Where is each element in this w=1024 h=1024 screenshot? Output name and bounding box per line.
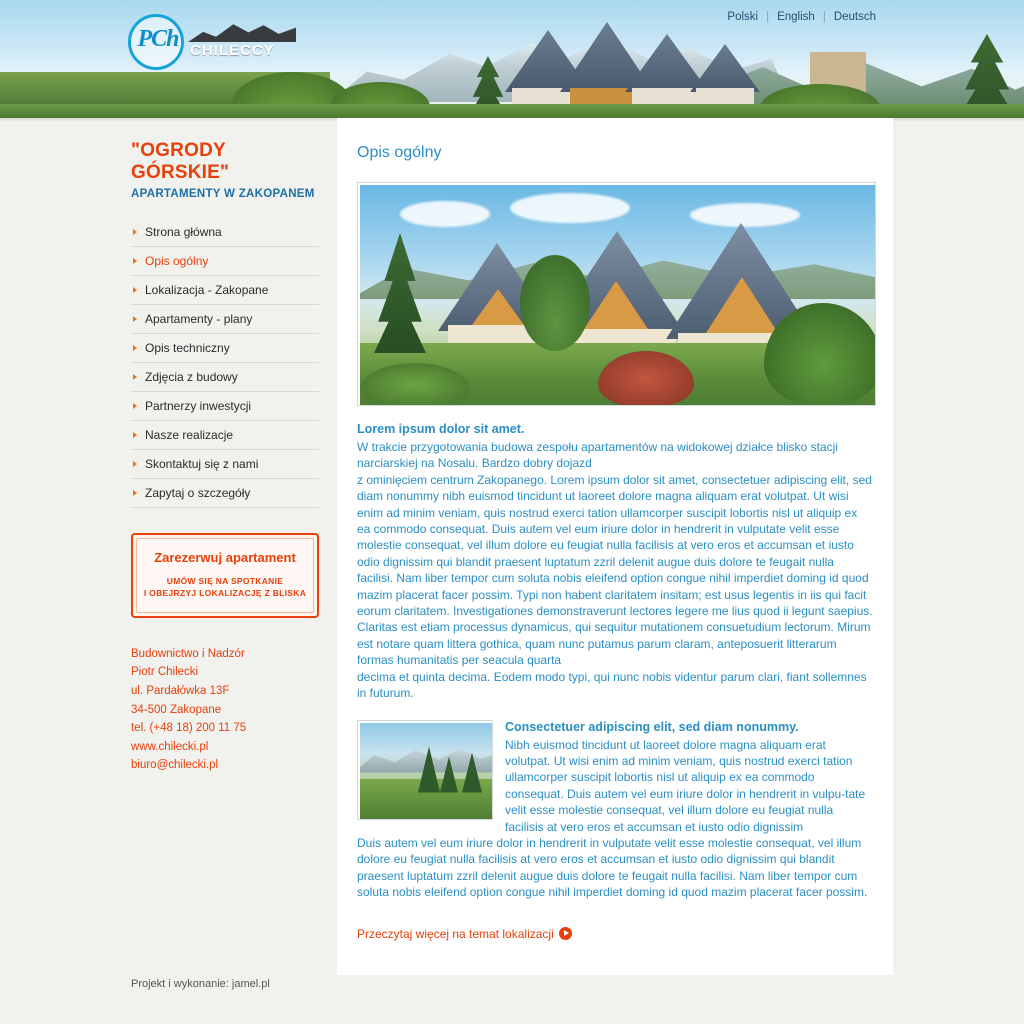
language-link-polski[interactable]: Polski [727, 11, 759, 23]
hero-cloud-1 [400, 201, 490, 227]
sidebar-item-nasze-realizacje[interactable]: Nasze realizacje [131, 421, 319, 449]
main-navigation [131, 218, 319, 508]
article-lead-1: Lorem ipsum dolor sit amet. [357, 422, 525, 436]
nav-item [131, 363, 319, 392]
site-logo[interactable] [128, 10, 328, 72]
article-split-section [357, 720, 873, 835]
article-paragraph-4: Nibh euismod tincidunt ut laoreet dolore magna aliquam erat volutpat. Ut wisi enim ad minim veniam, quis nostrud exerci tation ullamcorper suscipit lobortis nisl ut aliquip ex ea commodo consequat. Duis autem vel eum iriure dolor in hendrerit in vulpu-tate velit esse molestie consequat, vel illum dolore eu feugiat nulla facilisis at vero eros et accumsan et iusto odio dignissim [505, 737, 866, 834]
contact-phone: tel. (+48 18) 200 11 75 [131, 722, 247, 735]
thumbnail-frame[interactable] [357, 720, 493, 820]
arrow-right-icon[interactable] [559, 927, 572, 940]
nav-item [131, 392, 319, 421]
reserve-apartment-banner[interactable] [131, 533, 319, 618]
nav-item [131, 334, 319, 363]
logo-wordmark: CHILECCY [190, 42, 275, 59]
split-text-column [505, 720, 873, 835]
hero-image [360, 185, 875, 405]
sidebar-item-apartamenty-plany[interactable]: Apartamenty - plany [131, 305, 319, 333]
contact-block [131, 645, 321, 775]
contact-person: Piotr Chilecki [131, 666, 199, 679]
sidebar-item-skontaktuj-sie[interactable]: Skontaktuj się z nami [131, 450, 319, 478]
language-separator-1: | [766, 11, 770, 23]
language-link-english[interactable]: English [777, 11, 815, 23]
page-subtitle: APARTAMENTY W ZAKOPANEM [131, 188, 315, 200]
read-more-link[interactable]: Przeczytaj więcej na temat lokalizacji [357, 926, 554, 941]
sidebar-item-zapytaj-o-szczegoly[interactable]: Zapytaj o szczegóły [131, 479, 319, 507]
language-switcher [727, 11, 876, 23]
content-heading: Opis ogólny [357, 144, 442, 161]
article-paragraph-1: W trakcie przygotowania budowa zespołu apartamentów na widokowej działce blisko stacji narciarskiej na Nosalu. Bardzo dobry dojazd [357, 440, 838, 471]
contact-website-link[interactable]: www.chilecki.pl [131, 740, 209, 753]
article-paragraph-2: z ominięciem centrum Zakopanego. Lorem ipsum dolor sit amet, consectetuer adipiscing elit, sed diam nonummy nibh euismod tincidunt ut laoreet dolore magna aliquam erat volutpat. Ut wisi enim ad minim veniam, quis nostrud exerci tation ullamcorper suscipit lobortis nisl ut aliquip ex ea commodo consequat. Duis autem vel eum iriure dolor in hendrerit in vulputate velit esse molestie consequat, vel illum dolore eu feugiat nulla facilisis at vero eros et accumsan et iusto odio dignissim qui blandit praesent luptatum zzril delenit augue duis dolore te feugait nulla facilisi. Nam liber tempor cum soluta nobis eleifend option congue nihil imperdiet doming id quod mazim placerat facer possim. Typi non habent claritatem insitam; est usus legentis in iis qui facit eorum claritatem. Investigationes demonstraverunt lectores legere me lius quod ii legunt saepius. Claritas est etiam processus dynamicus, qui sequitur mutationem consuetudium lectorum. Mirum est notare quam littera gothica, quam nunc putamus parum claram, anteposuerit litterarum formas humanitatis per seacula quarta [357, 472, 873, 668]
hero-cloud-3 [690, 203, 800, 227]
footer-credit-link[interactable]: Projekt i wykonanie: jamel.pl [131, 978, 270, 990]
nav-item [131, 450, 319, 479]
reserve-banner-line-1: UMÓW SIĘ NA SPOTKANIE [166, 576, 284, 586]
page-title: "OGRODY GÓRSKIE" [131, 140, 230, 183]
banner-foreground-grass [0, 104, 1024, 118]
nav-item [131, 479, 319, 508]
article-lead-2: Consectetuer adipiscing elit, sed diam nonummy. [505, 719, 799, 734]
sidebar-item-zdjecia-z-budowy[interactable]: Zdjęcia z budowy [131, 363, 319, 391]
sidebar-item-strona-glowna[interactable]: Strona główna [131, 218, 319, 246]
language-link-deutsch[interactable]: Deutsch [833, 11, 876, 23]
nav-item [131, 218, 319, 247]
footer [131, 978, 270, 990]
reserve-banner-title: Zarezerwuj apartament [154, 550, 296, 565]
nav-item [131, 305, 319, 334]
article-body [337, 422, 893, 975]
sidebar [131, 140, 321, 775]
contact-company: Budownictwo i Nadzór [131, 647, 245, 660]
meadow-thumbnail-image [360, 723, 492, 819]
reserve-banner-line-2: I OBEJRZYJ LOKALIZACJĘ Z BLISKA [143, 588, 307, 599]
nav-item [131, 421, 319, 450]
main-panel [337, 118, 893, 975]
logo-monogram: PCh [137, 26, 179, 52]
sidebar-item-opis-ogolny[interactable]: Opis ogólny [131, 247, 319, 275]
sidebar-item-partnerzy-inwestycji[interactable]: Partnerzy inwestycji [131, 392, 319, 420]
sidebar-item-opis-techniczny[interactable]: Opis techniczny [131, 334, 319, 362]
header-banner [0, 0, 1024, 118]
article-paragraph-5: Duis autem vel eum iriure dolor in hendrerit in vulputate velit esse molestie consequat, vel illum dolore eu feugiat nulla facilisis at vero eros et accumsan et iusto odio dignissim qui blandit praesent luptatum zzril delenit augue duis dolore te feugait nulla facilisi. Nam liber tempor cum soluta nobis eleifend option congue nihil imperdiet doming id quod mazim placerat facer possim. [357, 835, 868, 900]
sidebar-item-lokalizacja[interactable]: Lokalizacja - Zakopane [131, 276, 319, 304]
hero-image-frame [357, 182, 876, 406]
nav-item [131, 247, 319, 276]
hero-tree-1 [520, 255, 590, 351]
language-separator-2: | [822, 11, 826, 23]
read-more-row [357, 927, 873, 975]
contact-city: 34-500 Zakopane [131, 703, 222, 716]
mountain-ridge-icon [188, 18, 296, 42]
content-area [0, 118, 1024, 1024]
reserve-banner-inner [136, 538, 314, 613]
nav-item [131, 276, 319, 305]
article-paragraph-3: decima et quinta decima. Eodem modo typi, qui nunc nobis videntur parum clari, fiant sollemnes in futurum. [357, 669, 867, 701]
hero-cloud-2 [510, 193, 630, 223]
contact-email-link[interactable]: biuro@chilecki.pl [131, 759, 219, 772]
contact-street: ul. Pardałówka 13F [131, 684, 230, 697]
